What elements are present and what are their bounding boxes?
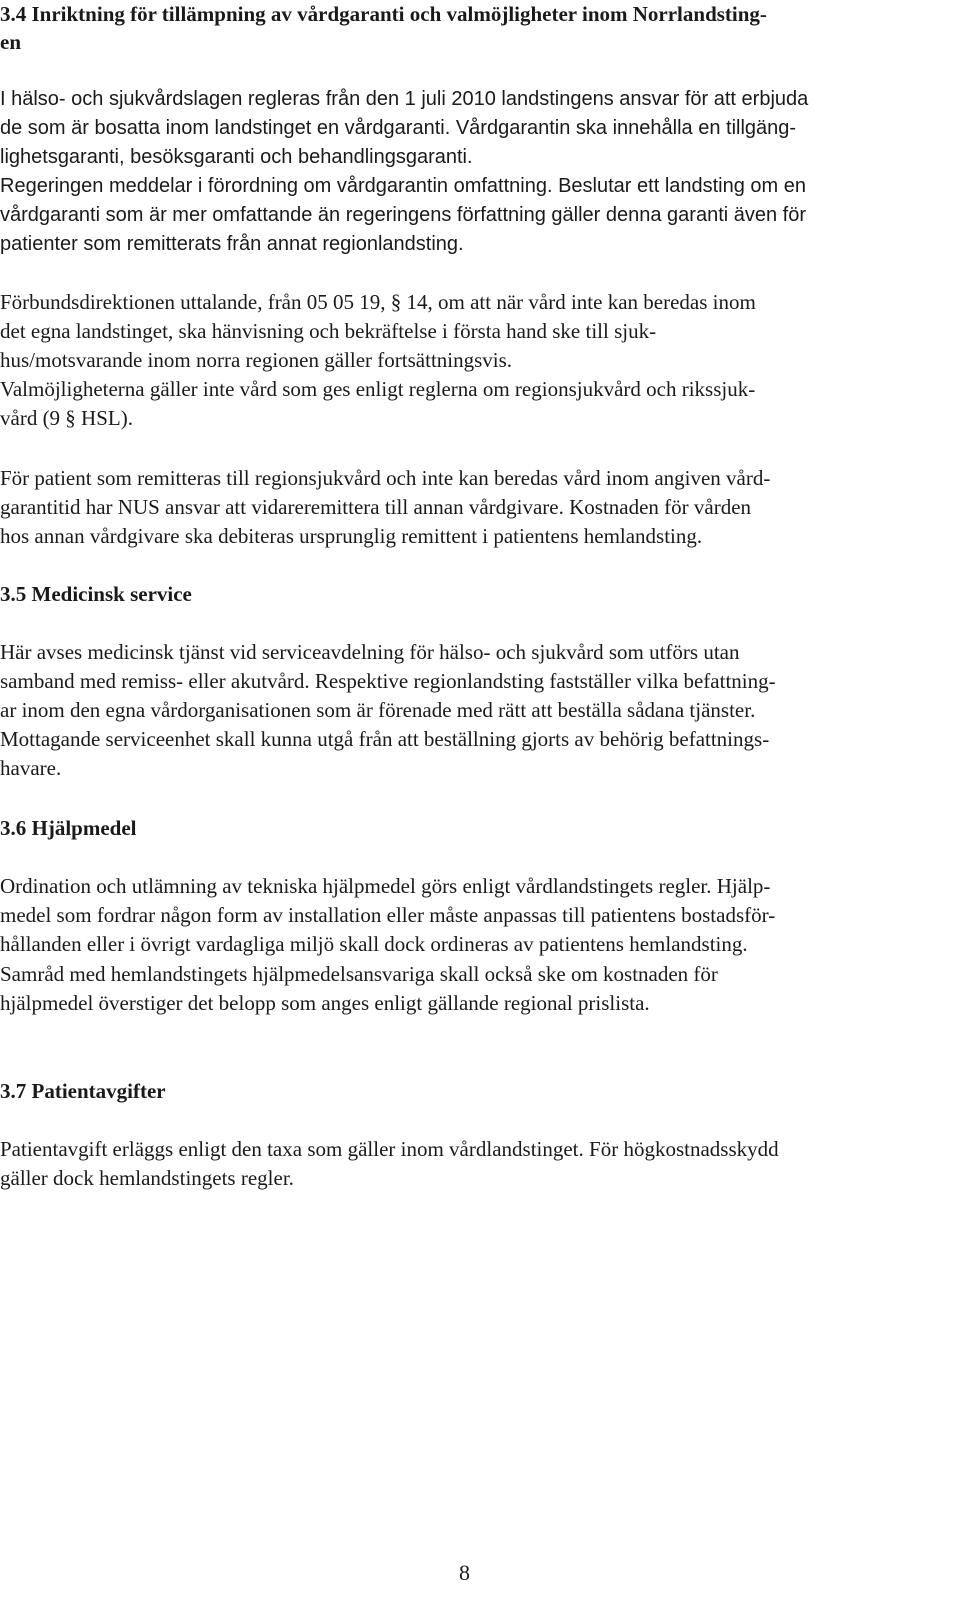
page-number: 8 [459, 1560, 470, 1585]
text-line: hjälpmedel överstiger det belopp som anges enligt gällande regional prislista. [0, 991, 650, 1015]
text-line: patienter som remitterats från annat regionlandsting. [0, 233, 464, 255]
section-heading-3-4 [0, 0, 950, 56]
section-heading-3-6 [0, 814, 950, 842]
section-heading-3-7 [0, 1077, 950, 1105]
text-line: Ordination och utlämning av tekniska hjälpmedel görs enligt vårdlandstingets regler. Hjälp- [0, 874, 771, 898]
text-line: det egna landstinget, ska hänvisning och bekräftelse i första hand ske till sjuk- [0, 319, 657, 343]
heading-text: 3.6 Hjälpmedel [0, 816, 137, 840]
text-line: ar inom den egna vårdorganisationen som är förenade med rätt att beställa sådana tjänster. [0, 698, 756, 722]
paragraph-regionsjukvard [0, 464, 950, 551]
text-line: medel som fordrar någon form av installation eller måste anpassas till patientens bostadsför- [0, 903, 776, 927]
text-line: de som är bosatta inom landstinget en vårdgaranti. Vårdgarantin ska innehålla en tillgäng- [0, 117, 797, 139]
text-line: lighetsgaranti, besöksgaranti och behandlingsgaranti. [0, 146, 473, 168]
paragraph-patientavgifter [0, 1135, 950, 1193]
text-line: gäller dock hemlandstingets regler. [0, 1166, 294, 1190]
text-line: garantitid har NUS ansvar att vidareremittera till annan vårdgivare. Kostnaden för vården [0, 495, 752, 519]
section-heading-3-5 [0, 580, 950, 608]
paragraph-samrad [0, 960, 950, 1018]
text-line: Patientavgift erläggs enligt den taxa som gäller inom vårdlandstinget. För högkostnadsskydd [0, 1137, 779, 1161]
text-line: Samråd med hemlandstingets hjälpmedelsansvariga skall också ske om kostnaden för [0, 962, 718, 986]
text-line: Förbundsdirektionen uttalande, från 05 05 19, § 14, om att när vård inte kan beredas inom [0, 290, 756, 314]
text-line: hus/motsvarande inom norra regionen gäller fortsättningsvis. [0, 348, 513, 372]
heading-text: 3.5 Medicinsk service [0, 582, 192, 606]
text-line: För patient som remitteras till regionsjukvård och inte kan beredas vård inom angiven vård- [0, 466, 771, 490]
heading-line: 3.4 Inriktning för tillämpning av vårdgaranti och valmöjligheter inom Norrlandsting- [0, 2, 767, 26]
text-line: Valmöjligheterna gäller inte vård som ges enligt reglerna om regionsjukvård och rikssjuk- [0, 377, 756, 401]
paragraph-forbundsdirektionen [0, 288, 950, 433]
text-line: hållanden eller i övrigt vardagliga miljö skall dock ordineras av patientens hemlandsting. [0, 932, 748, 956]
text-line: Regeringen meddelar i förordning om vårdgarantin omfattning. Beslutar ett landsting om en [0, 175, 807, 197]
paragraph-medicinsk-service [0, 638, 950, 783]
heading-line: en [0, 30, 21, 54]
text-line: samband med remiss- eller akutvård. Respektive regionlandsting fastställer vilka befattning- [0, 669, 776, 693]
text-line: hos annan vårdgivare ska debiteras ursprunglig remittent i patientens hemlandsting. [0, 524, 703, 548]
paragraph-hjalpmedel [0, 872, 950, 959]
text-line: vårdgaranti som är mer omfattande än regeringens författning gäller denna garanti även för [0, 204, 807, 226]
text-line: I hälso- och sjukvårdslagen regleras från den 1 juli 2010 landstingens ansvar för att erbjuda [0, 88, 809, 110]
paragraph-vardgaranti [0, 85, 950, 259]
text-line: Här avses medicinsk tjänst vid serviceavdelning för hälso- och sjukvård som utförs utan [0, 640, 740, 664]
text-line: Mottagande serviceenhet skall kunna utgå från att beställning gjorts av behörig befattnings- [0, 727, 770, 751]
text-line: vård (9 § HSL). [0, 406, 133, 430]
text-line: havare. [0, 756, 62, 780]
heading-text: 3.7 Patientavgifter [0, 1079, 166, 1103]
